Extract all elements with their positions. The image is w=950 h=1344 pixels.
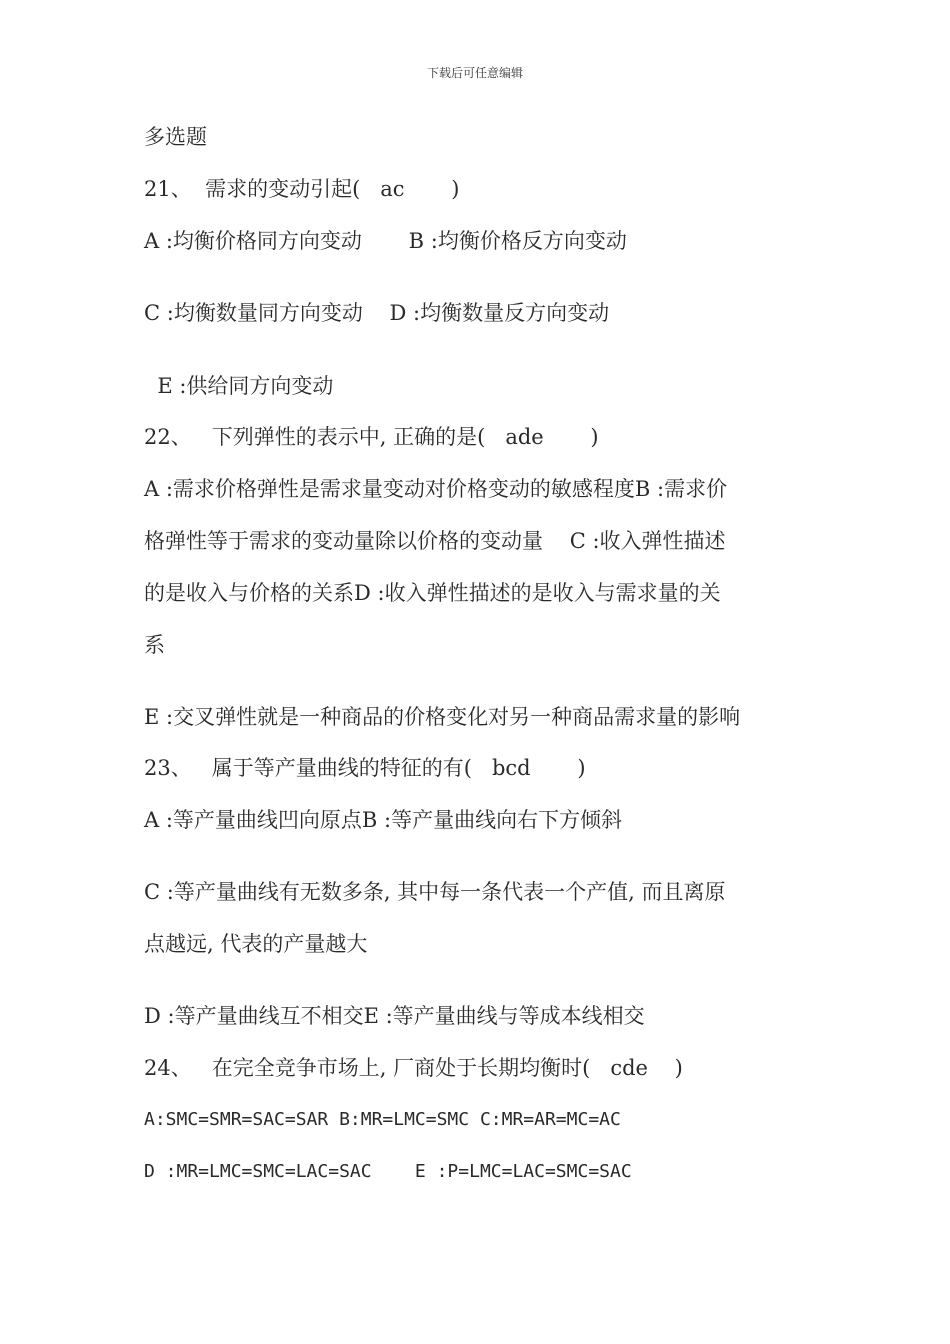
q24-options-abc: A:SMC=SMR=SAC=SAR B:MR=LMC=SMC C:MR=AR=MC=AC <box>144 1109 621 1130</box>
q24-stem: 24、 在完全竞争市场上, 厂商处于长期均衡时( cde ) <box>144 1056 683 1080</box>
q23-option-c-line1: C :等产量曲线有无数多条, 其中每一条代表一个产值, 而且离原 <box>144 880 726 904</box>
q22-options-line2: 格弹性等于需求的变动量除以价格的变动量 C :收入弹性描述 <box>144 529 726 553</box>
q22-options-line3: 的是收入与价格的关系D :收入弹性描述的是收入与需求量的关 <box>144 581 721 605</box>
page-header: 下载后可任意编辑 <box>426 66 523 80</box>
q22-option-e: E :交叉弹性就是一种商品的价格变化对另一种商品需求量的影响 <box>144 705 741 729</box>
q21-stem: 21、 需求的变动引起( ac ) <box>144 177 460 201</box>
q22-stem: 22、 下列弹性的表示中, 正确的是( ade ) <box>144 425 599 449</box>
section-title: 多选题 <box>144 125 207 149</box>
q21-options-ab: A :均衡价格同方向变动 B :均衡价格反方向变动 <box>144 229 627 253</box>
q21-options-cd: C :均衡数量同方向变动 D :均衡数量反方向变动 <box>144 301 610 325</box>
q23-stem: 23、 属于等产量曲线的特征的有( bcd ) <box>144 756 586 780</box>
q21-option-e: E :供给同方向变动 <box>144 374 334 398</box>
q23-options-ab: A :等产量曲线凹向原点B :等产量曲线向右下方倾斜 <box>144 808 623 832</box>
q22-options-line1: A :需求价格弹性是需求量变动对价格变动的敏感程度B :需求价 <box>144 477 728 501</box>
q23-options-de: D :等产量曲线互不相交E :等产量曲线与等成本线相交 <box>144 1004 645 1028</box>
q24-options-de: D :MR=LMC=SMC=LAC=SAC E :P=LMC=LAC=SMC=SAC <box>144 1161 632 1182</box>
q23-option-c-line2: 点越远, 代表的产量越大 <box>144 932 368 956</box>
q22-options-line4: 系 <box>144 633 165 657</box>
